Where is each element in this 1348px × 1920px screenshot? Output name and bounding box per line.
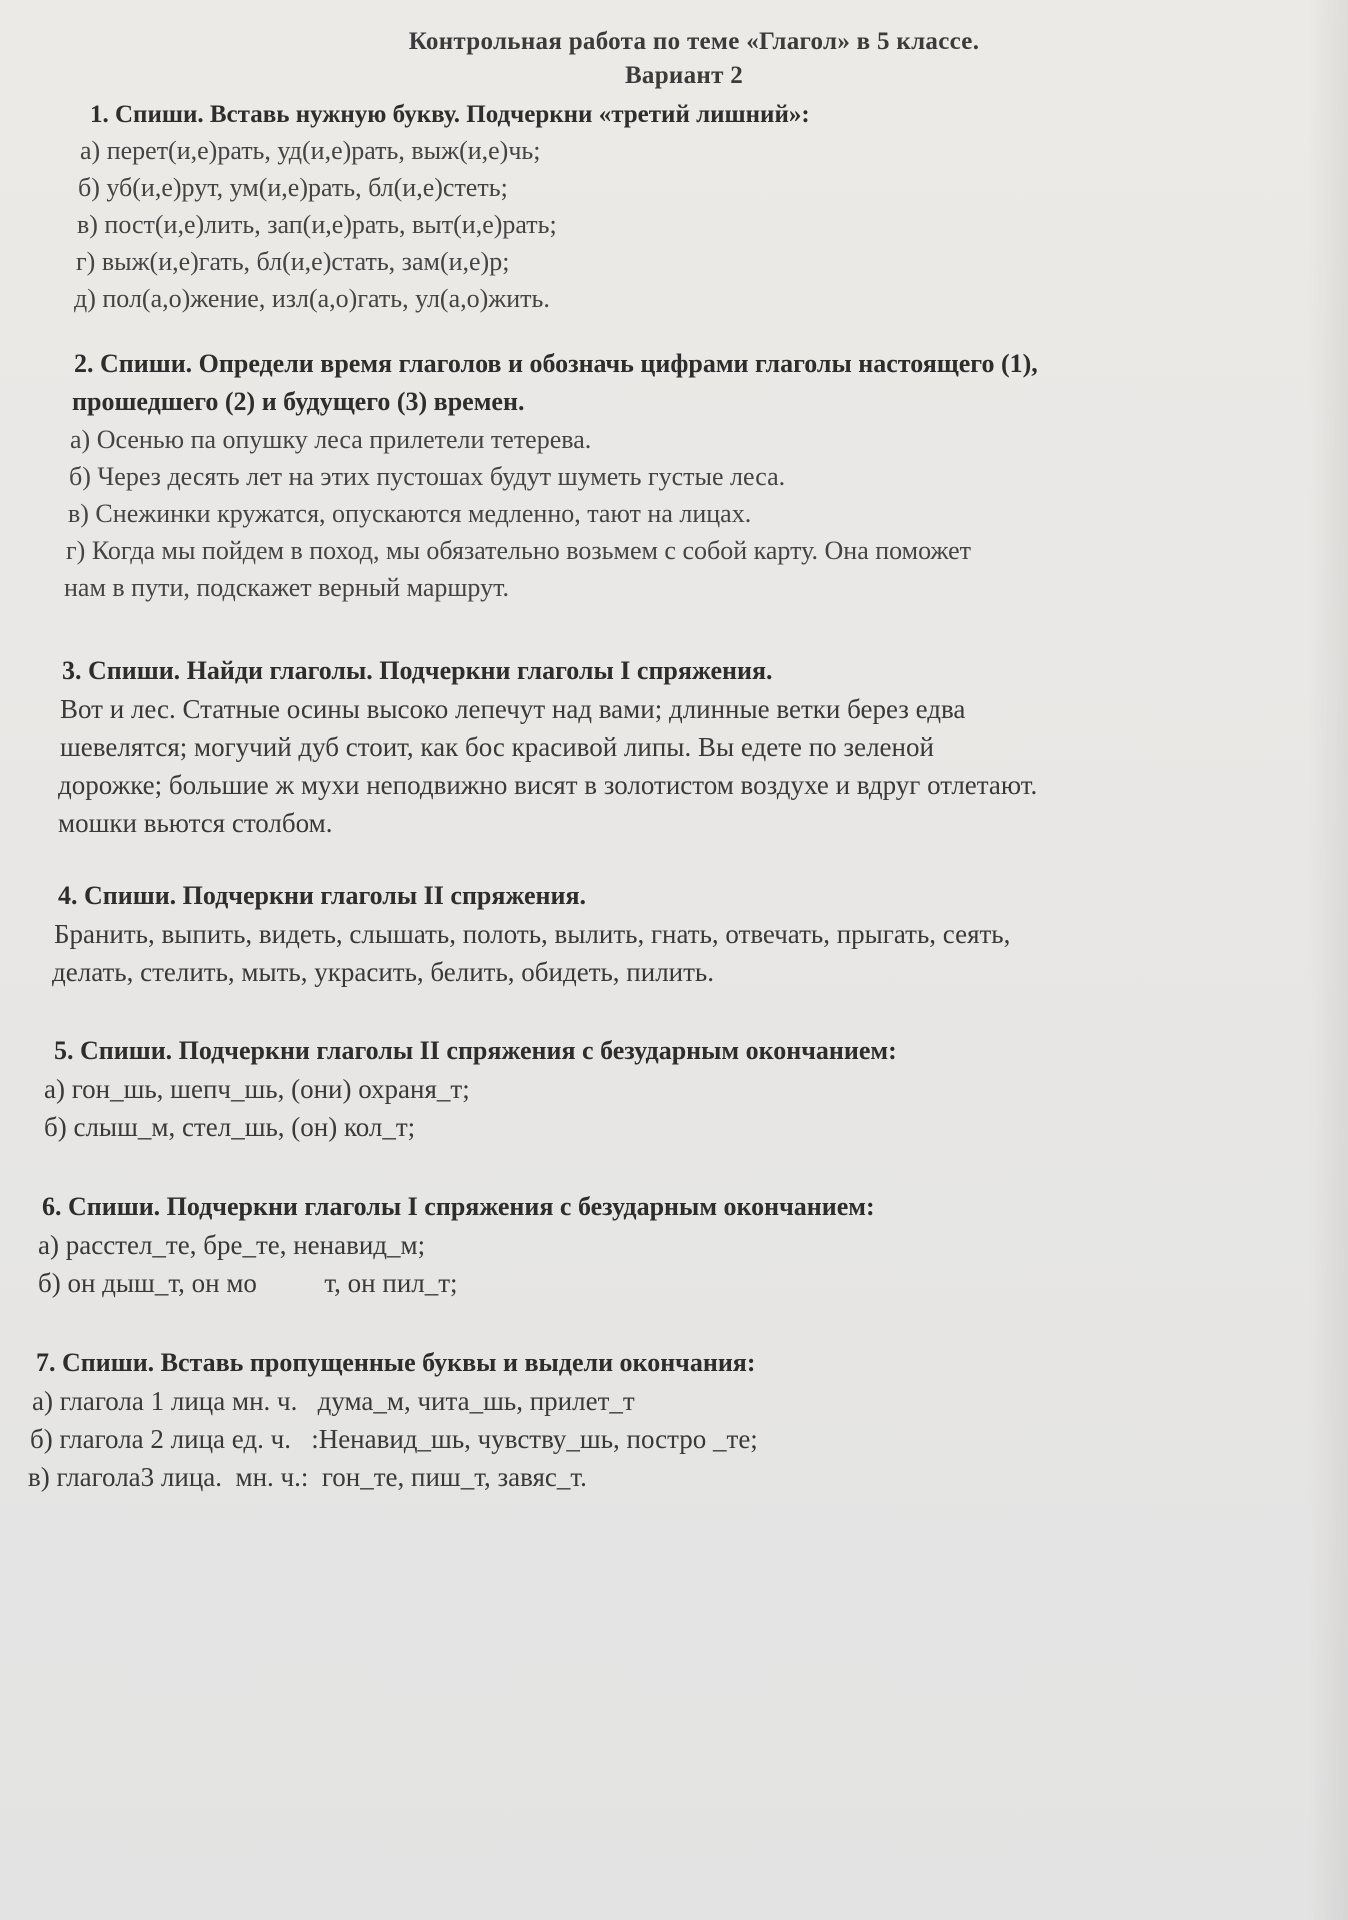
task-2-heading xyxy=(0,345,1348,421)
task-1-item: б) уб(и,е)рут, ум(и,е)рать, бл(и,е)стеть; xyxy=(78,173,508,202)
task-7-items xyxy=(0,1382,1348,1496)
task-1-item: а) перет(и,е)рать, уд(и,е)рать, выж(и,е)чь; xyxy=(80,136,541,165)
task-3-heading: 3. Спиши. Найди глаголы. Подчеркни глаголы I спряжения. xyxy=(62,656,773,685)
task-7-item: а) глагола 1 лица мн. ч. дума_м, чита_шь, прилет_т xyxy=(32,1386,635,1416)
document-title: Контрольная работа по теме «Глагол» в 5 классе. xyxy=(408,28,980,55)
task-2-item: г) Когда мы пойдем в поход, мы обязательно возьмем с собой карту. Она поможет xyxy=(66,536,971,565)
task-6-items xyxy=(0,1226,1348,1302)
task-3-line: дорожке; большие ж мухи неподвижно висят в золотистом воздухе и вдруг отлетают. xyxy=(58,770,1038,800)
task-5-items xyxy=(0,1070,1348,1146)
task-5-heading: 5. Спиши. Подчеркни глаголы II спряжения с безударным окончанием: xyxy=(54,1036,897,1065)
task-2-heading-line: прошедшего (2) и будущего (3) времен. xyxy=(72,387,525,416)
task-2-item: б) Через десять лет на этих пустошах будут шуметь густые леса. xyxy=(69,462,786,491)
task-7-item: в) глагола3 лица. мн. ч.: гон_те, пиш_т, завяс_т. xyxy=(28,1462,587,1492)
task-2-items xyxy=(0,421,1348,606)
task-6 xyxy=(0,1188,1348,1302)
task-2-item: а) Осенью па опушку леса прилетели тетерева. xyxy=(70,425,592,454)
task-2 xyxy=(0,345,1348,606)
variant-label: Вариант 2 xyxy=(624,62,744,89)
task-6-heading: 6. Спиши. Подчеркни глаголы I спряжения с безударным окончанием: xyxy=(42,1192,875,1221)
task-6-item: а) расстел_те, бре_те, ненавид_м; xyxy=(38,1230,426,1260)
task-1-items xyxy=(0,132,1348,317)
task-7-item: б) глагола 2 лица ед. ч. :Ненавид_шь, чувству_шь, постро _те; xyxy=(30,1424,758,1454)
task-5 xyxy=(0,1032,1348,1146)
task-7-heading: 7. Спиши. Вставь пропущенные буквы и выдели окончания: xyxy=(36,1348,756,1377)
task-2-item: в) Снежинки кружатся, опускаются медленно, тают на лицах. xyxy=(68,499,752,528)
task-4-line: Бранить, выпить, видеть, слышать, полоть, вылить, гнать, отвечать, прыгать, сеять, xyxy=(54,919,1011,949)
task-1-item: в) пост(и,е)лить, зап(и,е)рать, выт(и,е)рать; xyxy=(77,210,557,239)
task-4-line: делать, стелить, мыть, украсить, белить, обидеть, пилить. xyxy=(52,957,714,987)
task-4 xyxy=(0,877,1348,991)
task-3-line: шевелятся; могучий дуб стоит, как бос красивой липы. Вы едете по зеленой xyxy=(60,732,934,762)
task-4-text xyxy=(0,915,1348,991)
task-1-item: д) пол(а,о)жение, изл(а,о)гать, ул(а,о)жить. xyxy=(74,284,550,313)
task-5-item: а) гон_шь, шепч_шь, (они) охраня_т; xyxy=(44,1074,470,1104)
task-1 xyxy=(0,96,1348,317)
task-4-heading: 4. Спиши. Подчеркни глаголы II спряжения. xyxy=(58,881,587,910)
task-3 xyxy=(0,652,1348,842)
task-1-heading: 1. Спиши. Вставь нужную букву. Подчеркни «третий лишний»: xyxy=(90,101,810,128)
task-2-item: нам в пути, подскажет верный маршрут. xyxy=(64,573,509,602)
task-3-text xyxy=(0,690,1348,842)
task-3-line: мошки вьются столбом. xyxy=(58,808,333,838)
task-1-item: г) выж(и,е)гать, бл(и,е)стать, зам(и,е)р; xyxy=(76,247,510,276)
task-5-item: б) слыш_м, стел_шь, (он) кол_т; xyxy=(44,1112,416,1142)
task-3-line: Вот и лес. Статные осины высоко лепечут над вами; длинные ветки берез едва xyxy=(60,694,966,724)
task-6-item: б) он дыш_т, он мо т, он пил_т; xyxy=(38,1268,458,1298)
task-2-heading-line: 2. Спиши. Определи время глаголов и обозначь цифрами глаголы настоящего (1), xyxy=(74,349,1038,378)
task-7 xyxy=(0,1344,1348,1496)
